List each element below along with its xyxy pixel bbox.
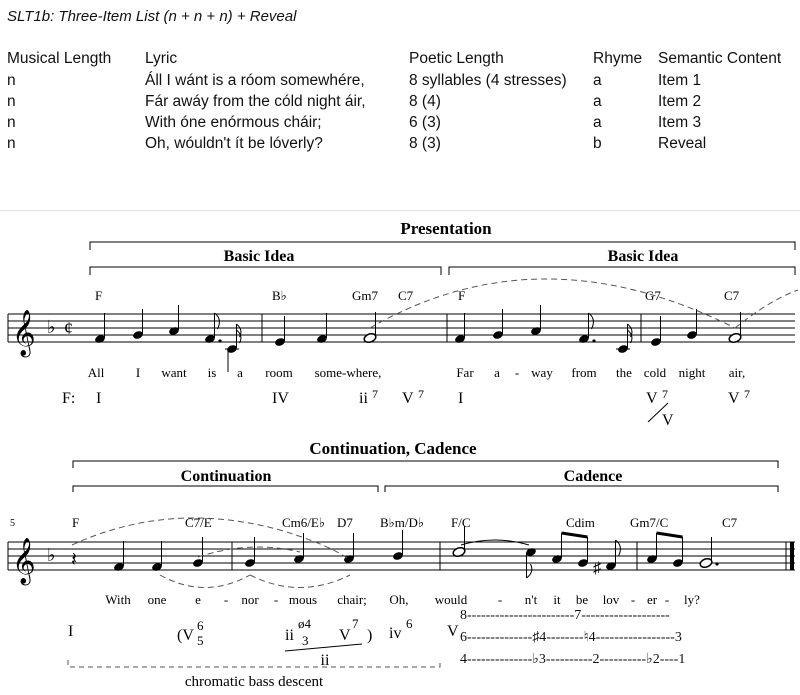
roman-numeral: I xyxy=(458,390,464,407)
cadence-bracket xyxy=(385,486,778,492)
presentation-bracket xyxy=(90,242,795,250)
lyric-syllable: from xyxy=(571,365,597,380)
lyric-syllable: room xyxy=(265,365,293,380)
roman-numeral: V xyxy=(402,390,414,407)
figured-bass: 6 xyxy=(406,616,413,631)
lyric-syllable: is xyxy=(207,365,217,380)
voice-leading-line-top: 8-----------------------7------------------- xyxy=(460,608,670,623)
bass-descent-label: chromatic bass descent xyxy=(184,674,324,690)
chord-symbol: C7 xyxy=(722,515,738,530)
lyric-syllable: - xyxy=(497,592,503,607)
roman-numeral: I xyxy=(96,390,102,407)
lyric-syllable: - xyxy=(273,592,279,607)
cell-poetic-length: 8 syllables (4 stresses) xyxy=(409,72,567,89)
lyric-syllable: ly? xyxy=(684,592,700,607)
lyric-syllable: - xyxy=(630,592,636,607)
chord-symbol: F xyxy=(72,515,80,530)
roman-numerals-row-1 xyxy=(62,387,750,429)
cell-semantic-content: Item 2 xyxy=(658,93,702,110)
cell-lyric: Fár awáy from the cóld night áir, xyxy=(145,93,366,110)
page-title: SLT1b: Three-Item List (n + n + n) + Reveal xyxy=(7,8,297,25)
cell-rhyme: a xyxy=(593,72,602,89)
chord-symbol: C7 xyxy=(398,288,414,303)
cell-rhyme: a xyxy=(593,93,602,110)
lyric-syllable: be xyxy=(575,592,589,607)
lyric-syllable: chair; xyxy=(337,592,367,607)
chord-symbol: F/C xyxy=(451,515,471,530)
roman-superscript: 7 xyxy=(418,387,424,401)
notes-row-1 xyxy=(94,305,742,372)
chord-symbol: G7 xyxy=(645,288,661,303)
cut-time-icon: ¢ xyxy=(64,318,73,338)
lyric-syllable: e xyxy=(195,592,201,607)
chord-symbol: Cm6/E♭ xyxy=(282,515,325,530)
figured-bass: 3 xyxy=(302,633,309,648)
lyric-syllable: n't xyxy=(524,592,538,607)
lyric-syllable: I xyxy=(135,365,141,380)
chord-symbols-row-2 xyxy=(72,515,738,530)
lyric-syllable: mous xyxy=(288,592,318,607)
dashed-arc xyxy=(735,290,798,328)
basic-idea-bracket-1 xyxy=(90,267,441,275)
chord-symbol: Gm7 xyxy=(352,288,378,303)
cell-semantic-content: Item 3 xyxy=(658,114,702,131)
roman-numeral: ii xyxy=(285,627,294,644)
chord-symbol: D7 xyxy=(337,515,353,530)
flat-key-signature-icon: ♭ xyxy=(47,545,56,565)
lyrics-row-1 xyxy=(88,365,746,380)
chord-symbol: B♭m/D♭ xyxy=(380,515,425,530)
lyric-syllable: want xyxy=(161,365,187,380)
quarter-rest-icon: 𝄽 xyxy=(71,549,78,571)
roman-numerals-row-2 xyxy=(68,616,459,669)
lyric-syllable: - xyxy=(664,592,670,607)
phrase-label-basic-idea-1: Basic Idea xyxy=(223,248,295,265)
cell-rhyme: a xyxy=(593,114,602,131)
roman-superscript: 7 xyxy=(662,387,668,401)
basic-idea-bracket-2 xyxy=(449,267,795,275)
voice-leading-line-bottom: 4--------------♭3----------2----------♭2----1 xyxy=(460,652,686,667)
cell-lyric: With óne enórmous cháir; xyxy=(145,114,322,131)
lyric-syllable: nor xyxy=(241,592,259,607)
staff-1 xyxy=(8,314,795,342)
roman-numeral: ii xyxy=(359,390,368,407)
header-poetic-length: Poetic Length xyxy=(409,50,504,67)
roman-numeral: ) xyxy=(367,627,373,644)
figured-bass: 7 xyxy=(352,616,359,631)
lyric-syllable: air, xyxy=(728,365,746,380)
chord-symbol: Gm7/C xyxy=(630,515,669,530)
treble-clef-icon: 𝄞 xyxy=(12,538,36,583)
lyric-syllable: would xyxy=(434,592,468,607)
lyric-syllable: it xyxy=(553,592,561,607)
cell-semantic-content: Reveal xyxy=(658,135,707,152)
continuation-cadence-bracket xyxy=(73,461,778,468)
roman-numeral: IV xyxy=(272,390,289,407)
figured-bass: ø4 xyxy=(298,616,311,631)
chord-symbol: F xyxy=(95,288,103,303)
bass-descent-bracket xyxy=(68,660,440,667)
roman-numeral: V xyxy=(728,390,740,407)
lyric-syllable: one xyxy=(147,592,167,607)
cell-poetic-length: 8 (3) xyxy=(409,135,441,152)
lyrics-row-2 xyxy=(105,592,700,607)
cell-semantic-content: Item 1 xyxy=(658,72,702,89)
chord-symbol: Cdim xyxy=(566,515,595,530)
lyric-syllable: er xyxy=(646,592,658,607)
dashed-arc xyxy=(160,575,250,588)
cell-lyric: Oh, wóuldn't ít be lóverly? xyxy=(145,135,323,152)
prolongation-line xyxy=(285,644,362,651)
roman-numeral-below: V xyxy=(662,412,674,429)
lyric-syllable: some-where, xyxy=(314,365,382,380)
roman-superscript: 7 xyxy=(372,387,378,401)
lyric-syllable: - xyxy=(223,592,229,607)
cell-poetic-length: 8 (4) xyxy=(409,93,441,110)
flat-key-signature-icon: ♭ xyxy=(47,317,56,337)
final-barline xyxy=(790,542,794,570)
lyric-syllable: the xyxy=(616,365,632,380)
roman-numeral: ii xyxy=(320,652,330,669)
lyric-syllable: a xyxy=(237,365,243,380)
measure-number: 5 xyxy=(10,518,15,529)
lyric-syllable: Far xyxy=(456,365,474,380)
lyric-syllable: With xyxy=(105,592,131,607)
dashed-arc xyxy=(250,575,350,588)
chord-symbol: C7 xyxy=(724,288,740,303)
lyric-syllable: way xyxy=(531,365,553,380)
header-semantic-content: Semantic Content xyxy=(658,50,782,67)
header-lyric: Lyric xyxy=(145,50,178,67)
cell-lyric: Áll I wánt is a róom somewhére, xyxy=(145,72,365,89)
continuation-bracket xyxy=(73,486,378,492)
section-label-continuation-cadence: Continuation, Cadence xyxy=(309,439,477,458)
lyric-syllable: a xyxy=(494,365,500,380)
lyric-syllable: - xyxy=(514,365,520,380)
voice-leading-line-middle: 6--------------♯4--------♮4-----------------3 xyxy=(460,630,682,645)
phrase-label-basic-idea-2: Basic Idea xyxy=(607,248,679,265)
sharp-accidental-icon: ♯ xyxy=(593,560,601,577)
chord-symbol: B♭ xyxy=(272,288,287,303)
roman-numeral: iv xyxy=(389,625,402,642)
roman-superscript: 7 xyxy=(744,387,750,401)
lyric-syllable: cold xyxy=(643,365,667,380)
chord-symbols-row-1 xyxy=(95,288,740,303)
lyric-syllable: night xyxy=(678,365,706,380)
section-label-presentation: Presentation xyxy=(400,219,492,238)
header-musical-length: Musical Length xyxy=(7,50,112,67)
lyric-syllable: lov xyxy=(602,592,620,607)
cell-musical-length: n xyxy=(7,72,16,89)
header-rhyme: Rhyme xyxy=(593,50,643,67)
cell-rhyme: b xyxy=(593,135,602,152)
lyric-syllable: All xyxy=(87,365,105,380)
lyric-syllable: Oh, xyxy=(389,592,409,607)
phrase-label-continuation: Continuation xyxy=(180,468,272,485)
chord-symbol: F xyxy=(458,288,466,303)
cell-musical-length: n xyxy=(7,135,16,152)
treble-clef-icon: 𝄞 xyxy=(12,310,36,355)
phrase-label-cadence: Cadence xyxy=(563,468,623,485)
key-label: F: xyxy=(62,390,76,407)
roman-numeral: (V xyxy=(177,627,194,644)
roman-numeral: V xyxy=(646,390,658,407)
cell-musical-length: n xyxy=(7,93,16,110)
chord-symbol: C7/E xyxy=(185,515,212,530)
cell-poetic-length: 6 (3) xyxy=(409,114,441,131)
roman-numeral: I xyxy=(68,623,74,640)
cell-musical-length: n xyxy=(7,114,16,131)
figured-bass: 6 xyxy=(197,618,204,633)
roman-numeral: V xyxy=(447,623,459,640)
figured-bass: 5 xyxy=(197,633,204,648)
roman-numeral: V xyxy=(339,627,351,644)
